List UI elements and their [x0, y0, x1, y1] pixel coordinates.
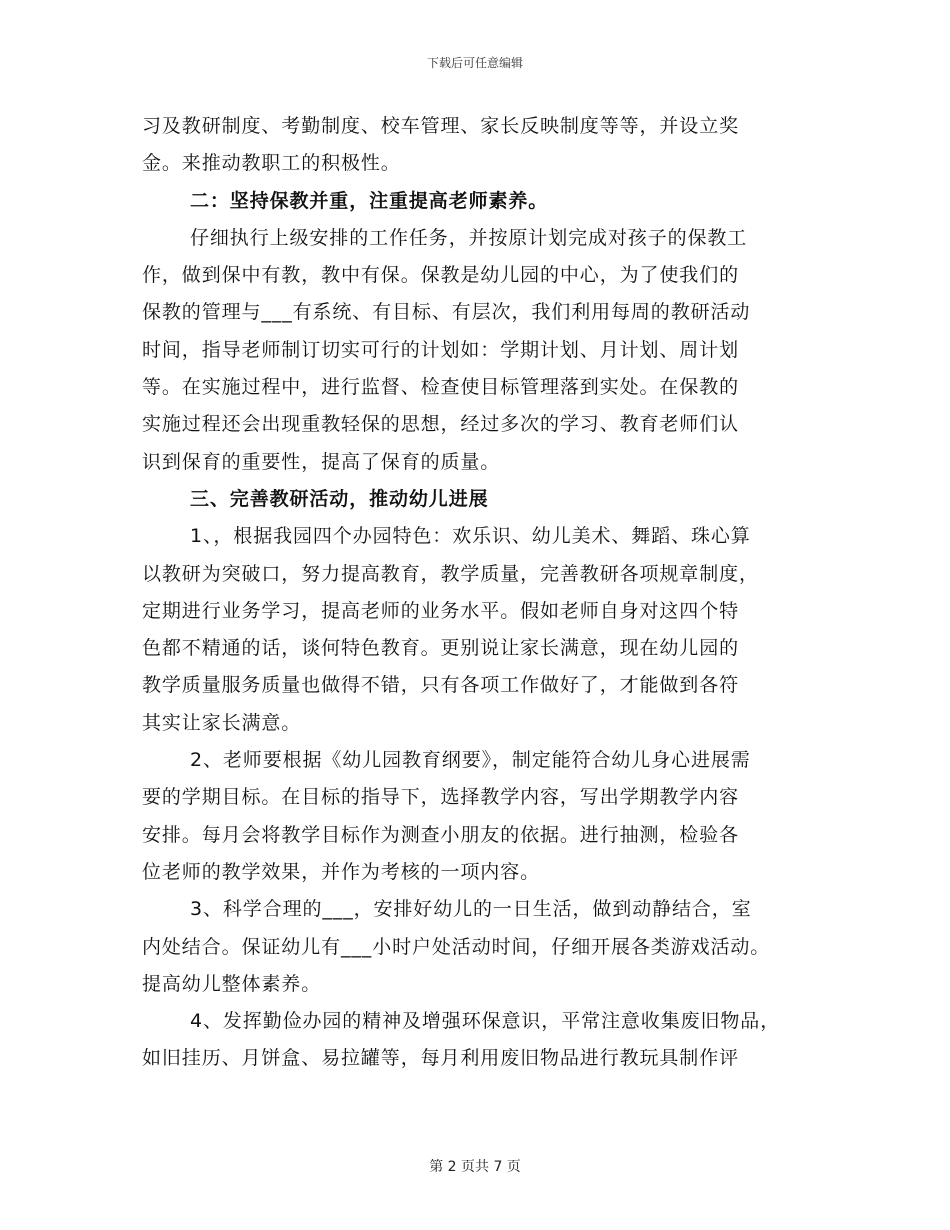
body-line-22: 3、科学合理的___，安排好幼儿的一日生活，做到动静结合，室 — [190, 898, 752, 921]
body-line-13: 以教研为突破口，努力提高教育，教学质量，完善教研各项规章制度， — [142, 562, 759, 585]
body-line-17: 其实让家长满意。 — [142, 711, 302, 734]
body-line-23: 内处结合。保证幼儿有___小时户处活动时间，仔细开展各类游戏活动。 — [142, 935, 771, 958]
body-line-1: 习及教研制度、考勤制度、校车管理、家长反映制度等等，并设立奖 — [142, 115, 740, 137]
body-line-16: 教学质量服务质量也做得不错，只有各项工作做好了，才能做到各符 — [142, 674, 740, 697]
body-line-14: 定期进行业务学习，提高老师的业务水平。假如老师自身对这四个特 — [142, 599, 740, 622]
body-line-15: 色都不精通的话，谈何特色教育。更别说让家长满意，现在幼儿园的 — [142, 637, 740, 660]
body-line-19: 要的学期目标。在目标的指导下，选择教学内容，写出学期教学内容 — [142, 786, 740, 809]
body-line-18: 2、老师要根据《幼儿园教育纲要》，制定能符合幼儿身心进展需 — [190, 749, 751, 772]
body-line-10: 识到保育的重要性，提高了保育的质量。 — [142, 450, 501, 473]
section-heading-2: 二：坚持保教并重，注重提高老师素养。 — [190, 189, 549, 212]
body-line-9: 实施过程还会出现重教轻保的思想，经过多次的学习、教育老师们认 — [142, 413, 740, 436]
body-line-4: 仔细执行上级安排的工作任务，并按原计划完成对孩子的保教工 — [190, 226, 748, 249]
body-line-24: 提高幼儿整体素养。 — [142, 972, 322, 995]
page-footer: 第 2 页共 7 页 — [429, 1159, 521, 1175]
body-line-21: 位老师的教学效果，并作为考核的一项内容。 — [142, 860, 541, 883]
body-line-2: 金。来推动教职工的积极性。 — [142, 152, 401, 175]
body-line-25: 4、发挥勤俭办园的精神及增强环保意识，平常注意收集废旧物品， — [190, 1010, 781, 1033]
body-line-7: 时间，指导老师制订切实可行的计划如：学期计划、月计划、周计划 — [142, 338, 740, 361]
page-header: 下载后可任意编辑 — [426, 56, 523, 70]
body-line-12: 1、，根据我园四个办园特色：欢乐识、幼儿美术、舞蹈、珠心算 — [190, 525, 751, 548]
body-line-20: 安排。每月会将教学目标作为测查小朋友的依据。进行抽测，检验各 — [142, 823, 740, 846]
body-line-8: 等。在实施过程中，进行监督、检查使目标管理落到实处。在保教的 — [142, 376, 740, 399]
body-line-5: 作，做到保中有教，教中有保。保教是幼儿园的中心，为了使我们的 — [142, 264, 740, 287]
section-heading-3: 三、完善教研活动，推动幼儿进展 — [190, 487, 489, 510]
document-body — [142, 108, 810, 1078]
body-line-26: 如旧挂历、月饼盒、易拉罐等，每月利用废旧物品进行教玩具制作评 — [142, 1047, 740, 1070]
body-line-6: 保教的管理与___有系统、有目标、有层次，我们利用每周的教研活动 — [142, 301, 751, 324]
